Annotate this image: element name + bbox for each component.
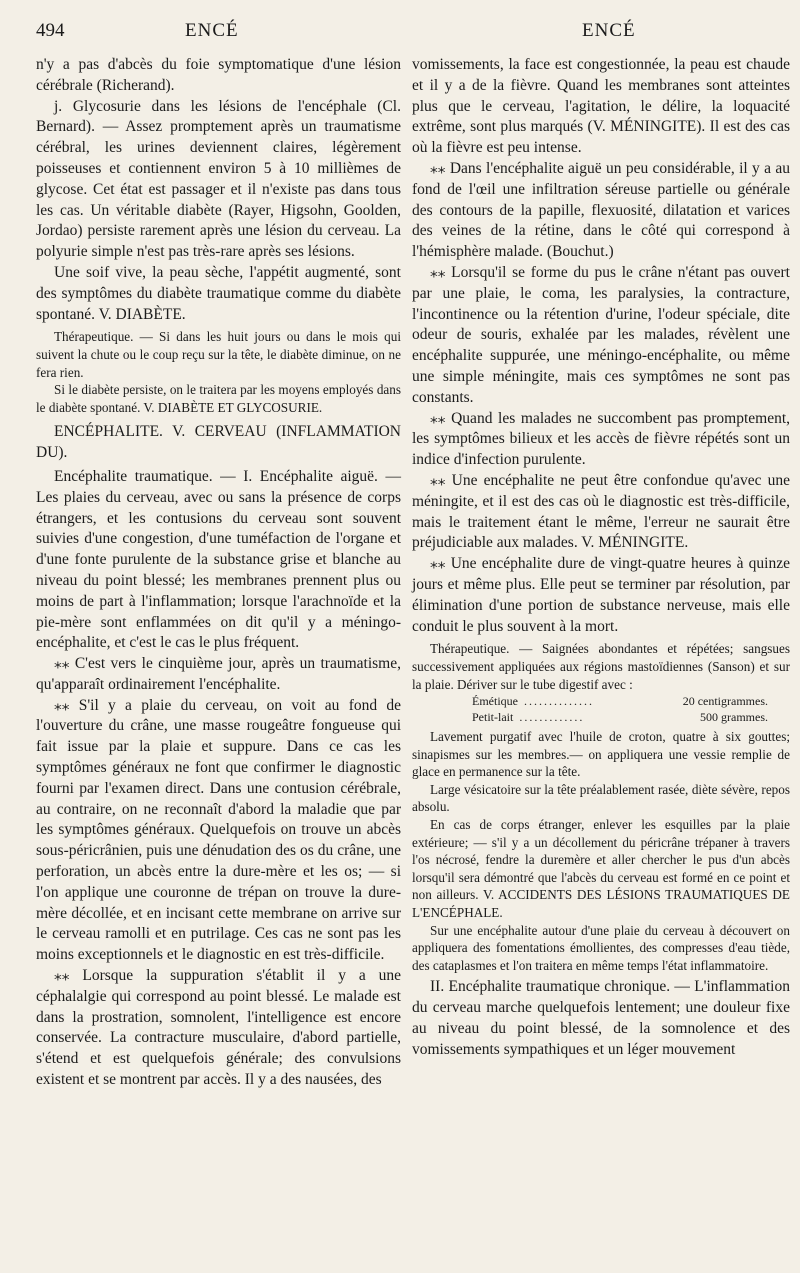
paragraph: vomissements, la face est congestionnée, la peau est chaude et il y a de la fièvre. Quand les membranes sont atteintes plus que le cerveau, l'agitation, le délire, la loquacité extrême, sont plus marqués (V. MÉNINGITE). Il est des cas où la fièvre est peu intense. — [412, 56, 790, 157]
paragraph: ⁎⁎ Une encéphalite ne peut être confondue qu'avec une méningite, et il est des cas où le diagnostic est très-difficile, mais le traitement étant le même, l'erreur ne saurait être préjudiciable aux malades. V. MÉNINGITE. — [412, 471, 790, 552]
paragraph: ⁎⁎ Lorsque la suppuration s'établit il y a une céphalalgie qui correspond au point blessé. Le malade est dans la prostration, somnolent, l'intelligence est encore conservée. La contracture musculaire, d'abord partielle, s'étend et est quelquefois générale; des convulsions existent et se montrent par accès. Il y a des nausées, des — [36, 967, 401, 1089]
left-column — [36, 55, 401, 1091]
paragraph: ⁎⁎ Lorsqu'il se forme du pus le crâne n'étant pas ouvert par une plaie, le coma, les paralysies, la contracture, l'incontinence ou la rétention d'urine, l'odeur spéciale, dite odeur de souris, exhalée par les malades, révèlent une encéphalite suppurée, une méningo-encéphalite, ou même une simple méningite, mais ces symptômes ne sont pas constants. — [412, 263, 790, 406]
paragraph: ⁎⁎ S'il y a plaie du cerveau, on voit au fond de l'ouverture du crâne, une masse rougeâtre fongueuse qui fait issue par la plaie et suppure. Dans ce cas les symptômes généraux ne font que confirmer le diagnostic fourni par l'examen direct. Dans une contusion cérébrale, au contraire, on ne reconnaît d'abord la maladie que par les symptômes généraux. Quelquefois on trouve un abcès sous-péricrânien, puis une dénudation des os du crâne, une perforation, un abcès entre la dure-mère et les os; — si l'on applique une couronne de trépan on trouve la dure-mère décollée, et en incisant cette membrane on arrive sur le cerveau ramolli et en putrilage. Ces cas ne sont pas les moins exceptionnels et le diagnostic en est très-difficile. — [36, 696, 401, 964]
small-paragraph: Large vésicatoire sur la tête préalablement rasée, diète sévère, repos absolu. — [412, 781, 790, 815]
page-number: 494 — [36, 20, 65, 41]
small-paragraph: Lavement purgatif avec l'huile de croton, quatre à six gouttes; sinapismes sur les membres.— on appliquera une vessie remplie de glace en permanence sur la tête. — [412, 729, 790, 780]
therapeutique-note: Thérapeutique. — Si dans les huit jours ou dans le mois qui suivent la chute ou le coup reçu sur la tête, le diabète diminue, on ne fera rien. — [36, 329, 401, 380]
paragraph: ⁎⁎ Dans l'encéphalite aiguë un peu considérable, il y a au fond de l'œil une infiltration séreuse partielle ou générale des contours de la papille, flexuosité, dilatation et varices des veines de la rétine, dans le côté qui correspond à l'hémisphère malade. (Bouchut.) — [412, 159, 790, 261]
prescription-dose: 20 centigrammes. — [682, 694, 768, 709]
prescription-item: Petit-lait — [472, 710, 514, 725]
paragraph: n'y a pas d'abcès du foie symptomatique d'une lésion cérébrale (Richerand). — [36, 56, 401, 94]
prescription-line — [412, 693, 790, 709]
prescription-dose: 500 grammes. — [700, 710, 768, 725]
running-header — [0, 20, 800, 46]
glycosurie-paragraph: j. Glycosurie dans les lésions de l'encéphale (Cl. Bernard). — Assez promptement après un traumatisme cérébral, les urines deviennent claires, légèrement poisseuses et contiennent environ 5 à 10 millièmes de glycose. Cet état est passager et il n'existe pas dans tous les cas. Un véritable diabète (Rayer, Higsohn, Goolden, Jordao) persiste rarement après une lésion du cerveau. La polyurie simple n'est pas très-rare après ses lésions. — [36, 97, 401, 261]
entry-heading-encephalite: ENCÉPHALITE. V. CERVEAU (INFLAMMATION DU). — [36, 423, 401, 462]
paragraph: ⁎⁎ Une encéphalite dure de vingt-quatre heures à quinze jours et même plus. Elle peut se terminer par résolution, par élimination d'une portion de substance nerveuse, mais elle conduit le plus souvent à la mort. — [412, 555, 790, 635]
small-paragraph: Sur une encéphalite autour d'une plaie du cerveau à découvert on appliquera des fomentations émollientes, des compresses d'eau tiède, des cataplasmes et l'on traitera en même temps l'état inflammatoire. — [412, 922, 790, 973]
paragraph: ⁎⁎ C'est vers le cinquième jour, après un traumatisme, qu'apparaît ordinairement l'encéphalite. — [36, 655, 401, 693]
therapeutique-note: Si le diabète persiste, on le traitera par les moyens employés dans le diabète spontané. V. DIABÈTE ET GLYCOSURIE. — [36, 382, 401, 415]
prescription-item: Émétique — [472, 694, 518, 709]
prescription-leader: .............. — [523, 694, 594, 709]
right-column — [412, 55, 790, 1061]
therapeutique-note: Thérapeutique. — Saignées abondantes et répétées; sangsues successivement appliquées aux régions mastoïdiennes (Sanson) et sur la plaie. Dériver sur le tube digestif avec : — [412, 641, 790, 692]
left-running-head: ENCÉ — [185, 20, 239, 41]
encephalite-chronique-paragraph: II. Encéphalite traumatique chronique. — L'inflammation du cerveau marche quelquefois lentement; une douleur fixe au niveau du point blessé, de la somnolence et des vomissements sympathiques et un léger mouvement — [412, 978, 790, 1058]
right-running-head: ENCÉ — [582, 20, 636, 41]
paragraph: Une soif vive, la peau sèche, l'appétit augmenté, sont des symptômes du diabète traumatique comme du diabète spontané. V. DIABÈTE. — [36, 263, 401, 323]
paragraph: ⁎⁎ Quand les malades ne succombent pas promptement, les symptômes bilieux et les accès de fièvre répétés sont un indice d'infection purulente. — [412, 409, 790, 469]
prescription-leader: ............. — [519, 710, 585, 725]
prescription-line — [412, 709, 790, 725]
encephalite-traumatique-paragraph: Encéphalite traumatique. — I. Encéphalite aiguë. — Les plaies du cerveau, avec ou sans la présence de corps étrangers, et les contusions du cerveau sont souvent suivies d'une congestion, d'une tuméfaction de l'organe et d'une fonte purulente de la substance grise et blanche au niveau du point blessé; les membranes prennent plus ou moins de part à l'inflammation; lorsque l'arachnoïde et la pie-mère sont enflammées on dit qu'il y a méningo-encéphalite, et c'est le cas le plus fréquent. — [36, 467, 401, 652]
small-paragraph: En cas de corps étranger, enlever les esquilles par la plaie extérieure; — s'il y a un décollement du péricrâne trépaner à travers l'os nécrosé, fendre la duremère et aller chercher le pus d'un abcès lorsqu'il sera démontré que l'abcès du cerveau est formé en ce point et non ailleurs. V. ACCIDENTS DES LÉSIONS TRAUMATIQUES DE L'ENCÉPHALE. — [412, 817, 790, 921]
